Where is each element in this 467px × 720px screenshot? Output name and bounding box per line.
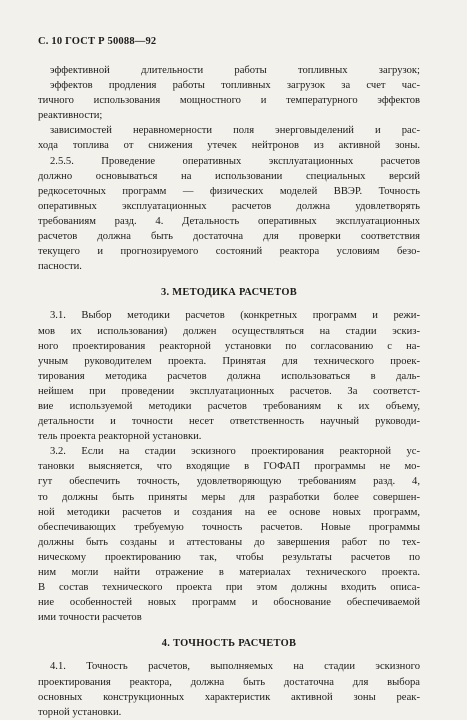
paragraph-4-1 bbox=[38, 659, 420, 719]
section-heading-4: 4. ТОЧНОСТЬ РАСЧЕТОВ bbox=[161, 638, 297, 650]
text-line: то должны быть приняты меры для разработки более совершен- bbox=[38, 491, 420, 503]
text-line: вие используемой методики расчетов требованиям к их объему, bbox=[38, 400, 420, 412]
text-line: хода топлива от снижения утечек нейтронов из активной зоны. bbox=[38, 140, 420, 152]
text-line: проектирования реактора, должна быть достаточна для выбора bbox=[38, 676, 420, 688]
text-line: тичного использования мощностного и температурного эффектов bbox=[38, 95, 420, 107]
text-line: учным руководителем проекта. Принятая для технического проек- bbox=[38, 355, 420, 367]
text-line: требованиям разд. 4. Детальность оперативных эксплуатационных bbox=[38, 215, 420, 227]
text-line: эффектов продления работы топливных загрузок за счет час- bbox=[50, 80, 420, 92]
text-line: редкосеточных программ — физических моделей ВВЭР. Точность bbox=[38, 185, 420, 197]
text-line: 4.1. Точность расчетов, выполняемых на стадии эскизного bbox=[50, 661, 420, 673]
text-line: тель проекта реакторной установки. bbox=[38, 431, 202, 443]
text-line: реактивности; bbox=[38, 110, 103, 122]
text-line: В состав технического проекта при этом должны входить описа- bbox=[38, 582, 420, 594]
text-line: торной установки. bbox=[38, 706, 122, 718]
text-line: гут обеспечить точность, удовлетворяющую требованиям разд. 4, bbox=[38, 476, 420, 488]
text-line: нейшем при проведении эксплуатационных расчетов. За соответст- bbox=[38, 385, 420, 397]
document-body bbox=[38, 63, 420, 720]
text-line: ним могли найти отражение в материалах технического проекта. bbox=[38, 567, 420, 578]
paragraph-3-1 bbox=[38, 308, 420, 444]
text-line: обеспечивающих требуемую точность расчетов. Новые программы bbox=[38, 521, 420, 533]
text-line: расчетов должна быть достаточна для проверки соответствия bbox=[38, 231, 420, 243]
paragraph-2-5-5 bbox=[38, 154, 420, 275]
text-line: 3.1. Выбор методики расчетов (конкретных программ и режи- bbox=[50, 310, 420, 322]
text-line: ного проектирования реакторной установки по согласованию с на- bbox=[38, 340, 420, 352]
text-line: ими точности расчетов bbox=[38, 612, 142, 624]
text-line: тановки выясняется, что входящие в ГОФАП программы не мо- bbox=[38, 461, 420, 473]
text-line: пасности. bbox=[38, 261, 82, 273]
section-heading-3: 3. МЕТОДИКА РАСЧЕТОВ bbox=[161, 287, 297, 299]
text-line: детальности и точности несет ответственность научный руководи- bbox=[38, 416, 420, 428]
text-line: эффективной длительности работы топливных загрузок; bbox=[50, 65, 420, 76]
text-line: 2.5.5. Проведение оперативных эксплуатационных расчетов bbox=[50, 155, 420, 167]
text-line: тирования методика расчетов должна использоваться в даль- bbox=[38, 370, 420, 382]
text-line: ние особенностей новых программ и обоснование обеспечиваемой bbox=[38, 597, 420, 609]
list-block bbox=[38, 63, 420, 154]
page-header: С. 10 ГОСТ Р 50088—92 bbox=[38, 36, 157, 47]
text-line: 3.2. Если на стадии эскизного проектирования реакторной ус- bbox=[50, 446, 420, 458]
text-line: основных конструкционных характеристик активной зоны реак- bbox=[38, 691, 420, 703]
text-line: должно основываться на использовании специальных версий bbox=[38, 170, 420, 182]
text-line: зависимостей неравномерности поля энерговыделений и рас- bbox=[50, 125, 420, 137]
text-line: текущего и прогнозируемого состояний реактора условиям безо- bbox=[38, 246, 420, 258]
text-line: должны быть созданы и аттестованы до завершения работ по тех- bbox=[38, 536, 420, 548]
paragraph-3-2 bbox=[38, 444, 420, 625]
text-line: мов их использования) должен осуществляться на стадии эскиз- bbox=[38, 325, 420, 337]
text-line: ническому проектированию так, чтобы результаты расчетов по bbox=[38, 551, 420, 563]
text-line: оперативных эксплуатационных расчетов должна удовлетворять bbox=[38, 200, 420, 212]
text-line: ной методики расчетов и создания на ее основе новых программ, bbox=[38, 506, 420, 518]
